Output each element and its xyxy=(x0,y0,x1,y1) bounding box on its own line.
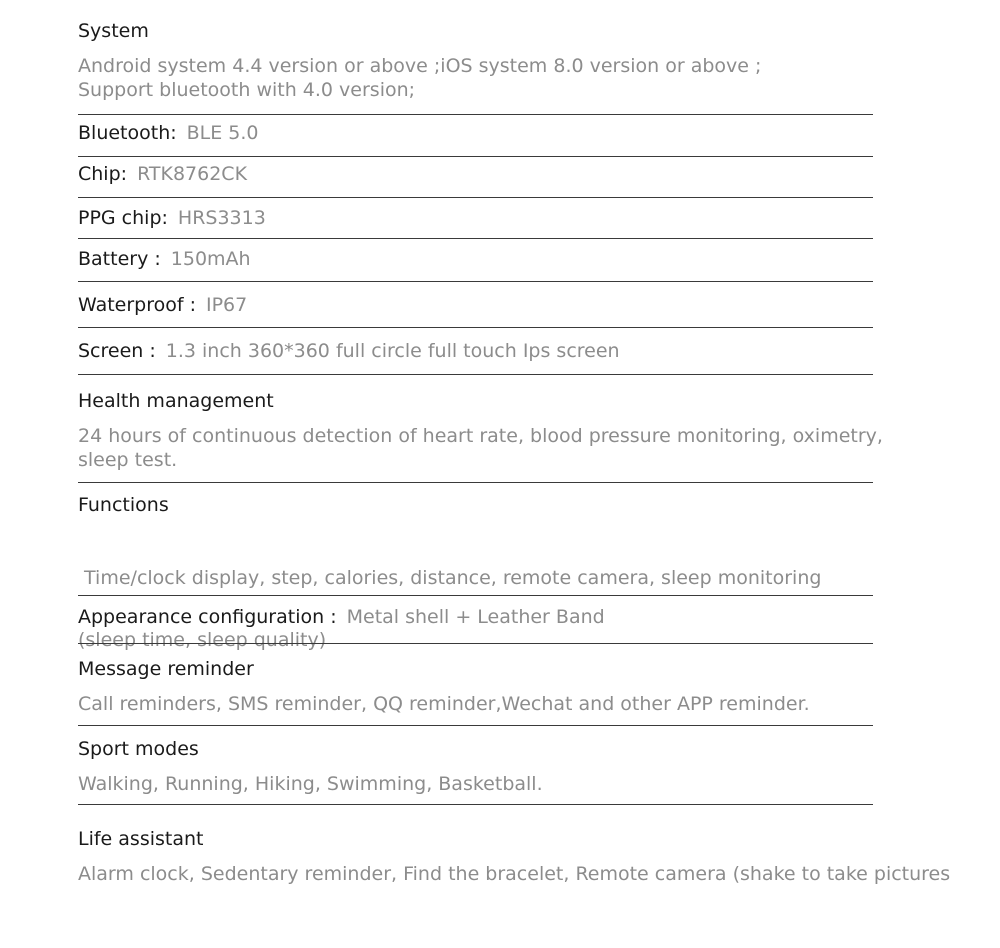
spec-value-line: Walking, Running, Hiking, Swimming, Basketball. xyxy=(78,773,543,795)
spec-label: PPG chip: xyxy=(78,207,168,229)
spec-value: 1.3 inch 360*360 full circle full touch Ips screen xyxy=(165,340,620,362)
divider xyxy=(78,643,873,644)
spec-label: Health management xyxy=(78,390,274,412)
spec-value-line: Android system 4.4 version or above ;iOS system 8.0 version or above ; xyxy=(78,55,762,77)
spec-message-reminder xyxy=(78,658,873,716)
spec-label: Battery : xyxy=(78,248,161,270)
spec-label: System xyxy=(78,20,149,42)
spec-system xyxy=(78,20,873,102)
divider xyxy=(78,327,873,328)
spec-value: HRS3313 xyxy=(177,207,266,229)
spec-bluetooth xyxy=(78,122,873,144)
divider xyxy=(78,595,873,596)
spec-label: Message reminder xyxy=(78,658,254,680)
divider xyxy=(78,114,873,115)
spec-value: Metal shell + Leather Band xyxy=(346,606,605,628)
divider xyxy=(78,374,873,375)
spec-label: Chip: xyxy=(78,163,128,185)
spec-value: BLE 5.0 xyxy=(186,122,259,144)
spec-health-management xyxy=(78,390,883,472)
spec-value: 150mAh xyxy=(170,248,251,270)
spec-value-line: Call reminders, SMS reminder, QQ reminder,Wechat and other APP reminder. xyxy=(78,693,810,715)
spec-label: Appearance configuration : xyxy=(78,606,337,628)
spec-life-assistant xyxy=(78,828,978,886)
spec-label: Sport modes xyxy=(78,738,199,760)
spec-chip xyxy=(78,163,873,185)
spec-label: Bluetooth: xyxy=(78,122,177,144)
spec-value: RTK8762CK xyxy=(137,163,248,185)
divider xyxy=(78,197,873,198)
spec-appearance xyxy=(78,606,873,628)
spec-value-line: Alarm clock, Sedentary reminder, Find the bracelet, Remote camera (shake to take pictures xyxy=(78,863,951,885)
spec-value: IP67 xyxy=(206,294,248,316)
spec-label: Functions xyxy=(78,494,169,516)
divider xyxy=(78,482,873,483)
spec-sport-modes xyxy=(78,738,873,796)
spec-value-line: 24 hours of continuous detection of heart rate, blood pressure monitoring, oximetry, xyxy=(78,425,883,447)
spec-value-line: sleep test. xyxy=(78,449,178,471)
spec-screen xyxy=(78,340,873,362)
spec-battery xyxy=(78,248,873,270)
spec-value-line: Support bluetooth with 4.0 version; xyxy=(78,79,416,101)
spec-label: Waterproof : xyxy=(78,294,196,316)
spec-waterproof xyxy=(78,294,873,316)
spec-value-line: Time/clock display, step, calories, distance, remote camera, sleep monitoring xyxy=(78,567,822,589)
spec-label: Life assistant xyxy=(78,828,204,850)
divider xyxy=(78,804,873,805)
spec-label: Screen : xyxy=(78,340,156,362)
divider xyxy=(78,156,873,157)
divider xyxy=(78,238,873,239)
divider xyxy=(78,725,873,726)
divider xyxy=(78,281,873,282)
spec-ppg-chip xyxy=(78,207,873,229)
spec-value-line: (sleep time, sleep quality) xyxy=(78,629,327,651)
